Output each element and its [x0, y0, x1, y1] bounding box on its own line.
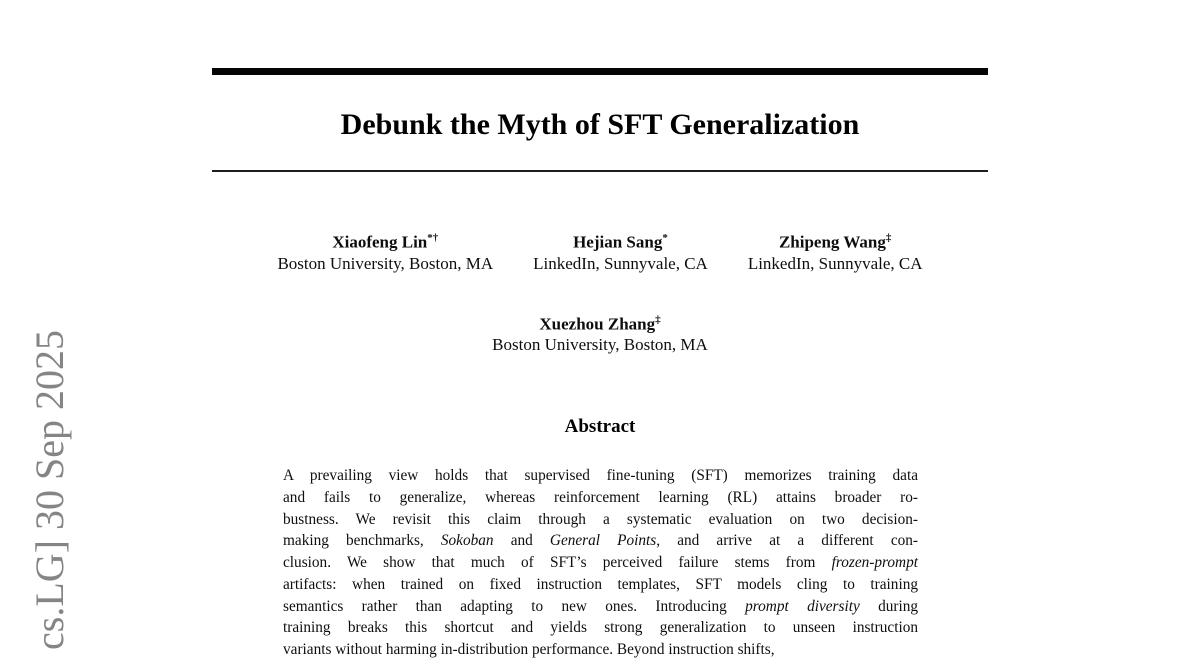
- abstract-line: variants without harming in-distribution performance. Beyond instruction shifts,: [283, 640, 775, 658]
- abstract-line: making benchmarks, Sokoban and General Points, and arrive at a different con-: [283, 532, 918, 550]
- author-marks: *†: [427, 232, 439, 244]
- author-marks: ‡: [655, 313, 661, 326]
- author-marks: *: [662, 232, 668, 244]
- abstract-line: semantics rather than adapting to new ones. Introducing prompt diversity during: [283, 597, 919, 615]
- author-affiliation: Boston University, Boston, MA: [277, 253, 494, 273]
- title-rule-bottom: [212, 170, 988, 172]
- abstract-line: A prevailing view holds that supervised fine-tuning (SFT) memorizes training data: [283, 467, 918, 485]
- abstract-heading: Abstract: [564, 416, 636, 438]
- paper-content: [212, 0, 988, 661]
- author-affiliation: LinkedIn, Sunnyvale, CA: [747, 253, 923, 273]
- author-name: [277, 228, 493, 253]
- author-name-text: Hejian Sang: [573, 232, 663, 252]
- author-block: [748, 228, 923, 274]
- author-block: [533, 228, 708, 274]
- abstract-line: clusion. We show that much of SFT’s perceived failure stems from frozen-prompt: [283, 554, 918, 572]
- arxiv-stamp: cs.LG] 30 Sep 2025: [27, 330, 72, 650]
- author-name-text: Xuezhou Zhang: [539, 314, 656, 334]
- abstract-body: [283, 465, 918, 660]
- author-marks: ‡: [885, 232, 892, 244]
- abstract-line: and fails to generalize, whereas reinforcement learning (RL) attains broader ro-: [283, 489, 918, 507]
- author-name-text: Xiaofeng Lin: [332, 232, 428, 252]
- abstract-line: bustness. We revisit this claim through a systematic evaluation on two decision-: [283, 510, 918, 528]
- author-block: [492, 310, 708, 356]
- author-name: [533, 228, 708, 253]
- author-name: [492, 310, 708, 335]
- author-block: [277, 228, 493, 274]
- author-affiliation: LinkedIn, Sunnyvale, CA: [533, 253, 708, 273]
- authors-row-2: [212, 310, 988, 356]
- author-affiliation: Boston University, Boston, MA: [492, 335, 708, 355]
- title-rule-top: [212, 68, 988, 75]
- author-name: [748, 228, 923, 253]
- abstract-line: training breaks this shortcut and yields strong generalization to unseen instruction: [283, 619, 918, 637]
- paper-title: Debunk the Myth of SFT Generalization: [340, 108, 860, 141]
- authors-row-1: [212, 228, 988, 274]
- author-name-text: Zhipeng Wang: [778, 232, 886, 252]
- abstract-line: artifacts: when trained on fixed instruction templates, SFT models cling to training: [283, 575, 918, 593]
